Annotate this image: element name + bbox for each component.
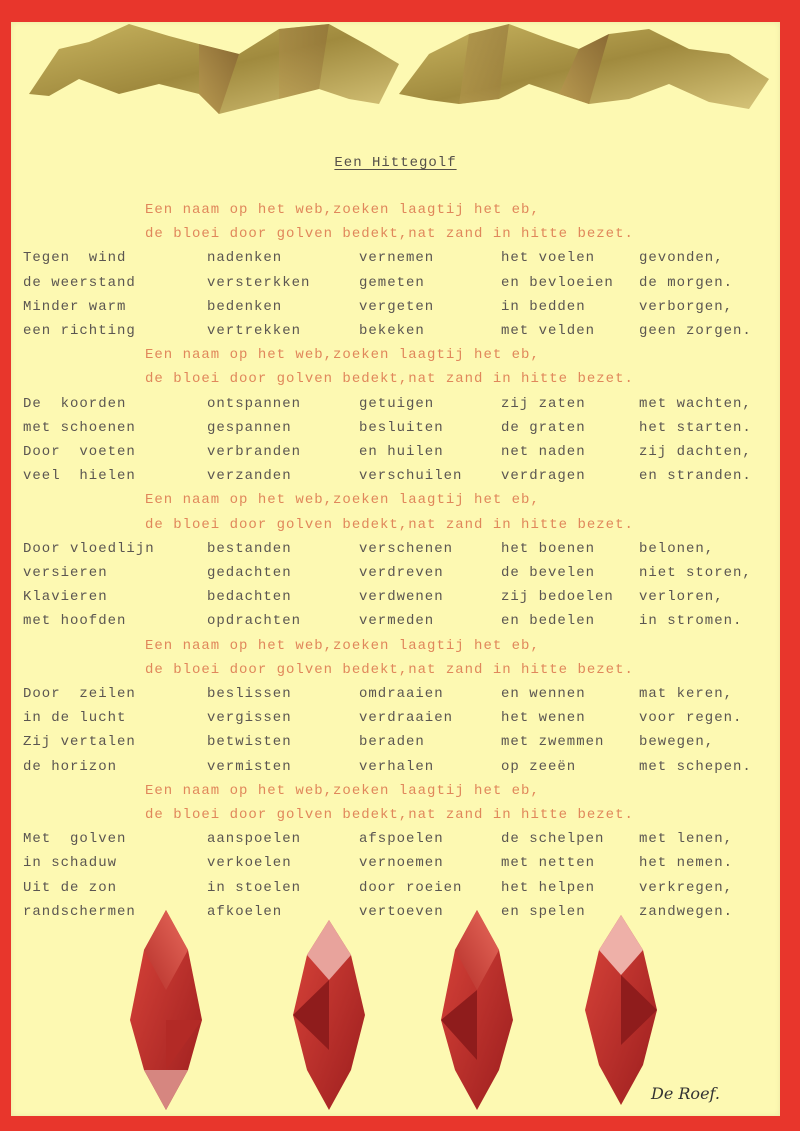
poem-word: verbranden: [207, 444, 302, 460]
poem-word: mat keren,: [639, 686, 734, 702]
red-gem: [585, 915, 657, 1105]
poem-word: en wennen: [501, 686, 586, 702]
poem-word: de horizon: [23, 758, 118, 775]
poem-word: en bevloeien: [501, 274, 614, 291]
poem-word: afspoelen: [359, 831, 444, 848]
poem-line: [11, 299, 780, 319]
poem-word: het boenen: [501, 540, 596, 557]
poem-word: voor regen.: [639, 710, 743, 727]
poem-word: Door zeilen: [23, 686, 136, 702]
poem-word: veel hielen: [23, 468, 136, 485]
poem-word: vernoemen: [359, 855, 444, 872]
poem-word: in de lucht: [23, 710, 127, 727]
poem-word: zandwegen.: [639, 903, 734, 920]
poem-word: ontspannen: [207, 395, 302, 412]
poem-title: Een Hittegolf: [334, 155, 457, 171]
poem-line: [11, 541, 780, 561]
poem-word: met zwemmen: [501, 734, 605, 751]
poem-word: verloren,: [639, 589, 724, 606]
poem-word: betwisten: [207, 734, 292, 751]
poem-word: verdreven: [359, 565, 444, 581]
poem-word: de schelpen: [501, 831, 605, 848]
poem-word: Door voeten: [23, 444, 136, 460]
poem-word: belonen,: [639, 540, 715, 557]
poem-word: gevonden,: [639, 250, 724, 267]
poem-line: [11, 275, 780, 295]
poem-word: de graten: [501, 419, 586, 436]
poem-word: gedachten: [207, 565, 292, 581]
poem-word: geen zorgen.: [639, 323, 752, 339]
refrain-line: Een naam op het web,zoeken laagtij het eb,: [145, 492, 540, 509]
refrain-line: Een naam op het web,zoeken laagtij het eb,: [145, 347, 540, 364]
poem-word: besluiten: [359, 419, 444, 436]
poem-word: in schaduw: [23, 855, 118, 872]
poem-word: nadenken: [207, 250, 283, 267]
poem-word: verkregen,: [639, 879, 734, 896]
poem-word: vernemen: [359, 250, 435, 267]
poem-word: met hoofden: [23, 613, 127, 630]
refrain-line: de bloei door golven bedekt,nat zand in hitte bezet.: [145, 807, 634, 823]
poem-line: [11, 759, 780, 779]
poem-word: versterkken: [207, 274, 311, 291]
poem-word: verdraaien: [359, 710, 454, 727]
poem-word: bewegen,: [639, 734, 715, 751]
poem-line: [11, 710, 780, 730]
poem-word: aanspoelen: [207, 831, 302, 848]
poem-word: zij dachten,: [639, 444, 752, 460]
poem-word: gemeten: [359, 274, 425, 291]
poem-line: [11, 444, 780, 464]
poem-word: het wenen: [501, 710, 586, 727]
poem-word: een richting: [23, 323, 136, 339]
poem-word: bedenken: [207, 298, 283, 315]
refrain-line: Een naam op het web,zoeken laagtij het eb,: [145, 782, 540, 799]
poem-word: vergeten: [359, 298, 435, 315]
poem-word: het starten.: [639, 419, 752, 436]
poem-word: door roeien: [359, 879, 463, 896]
poem-word: verzanden: [207, 468, 292, 485]
refrain-line: de bloei door golven bedekt,nat zand in hitte bezet.: [145, 371, 634, 388]
poem-word: Zij vertalen: [23, 734, 136, 751]
poem-word: bekeken: [359, 323, 425, 339]
poem-line: [11, 420, 780, 440]
poem-line: [11, 250, 780, 270]
poem-word: met lenen,: [639, 831, 734, 848]
poem-word: in bedden: [501, 298, 586, 315]
paper-sheet: [11, 22, 780, 1116]
poem-word: verkoelen: [207, 855, 292, 872]
poem-word: met wachten,: [639, 395, 752, 412]
poem-word: vermeden: [359, 613, 435, 630]
poem-line: [11, 880, 780, 900]
poem-word: verdragen: [501, 468, 586, 485]
refrain-line: de bloei door golven bedekt,nat zand in hitte bezet.: [145, 516, 634, 533]
poem-word: in stromen.: [639, 613, 743, 630]
poem-word: de weerstand: [23, 274, 136, 291]
poem-word: zij zaten: [501, 395, 586, 412]
red-gem: [293, 920, 365, 1110]
poem-word: vertoeven: [359, 903, 444, 920]
poem-word: en stranden.: [639, 468, 752, 485]
poem-word: het voelen: [501, 250, 596, 267]
poem-word: het nemen.: [639, 855, 734, 872]
poem-word: Klavieren: [23, 589, 108, 606]
poem-word: met schoenen: [23, 419, 136, 436]
poem-word: niet storen,: [639, 565, 752, 581]
poem-word: vertrekken: [207, 323, 302, 339]
poem-line: [11, 589, 780, 609]
poem-line: [11, 565, 780, 585]
poem-word: randschermen: [23, 903, 136, 920]
poem-line: [11, 323, 780, 343]
poem-word: Uit de zon: [23, 879, 118, 896]
poem-word: en spelen: [501, 903, 586, 920]
poem-word: opdrachten: [207, 613, 302, 630]
poem-word: verschuilen: [359, 468, 463, 485]
poem-word: met velden: [501, 323, 596, 339]
poem-word: vermisten: [207, 758, 292, 775]
red-gem-decorations: [11, 910, 780, 1110]
poem-word: net naden: [501, 444, 586, 460]
poem-line: [11, 855, 780, 875]
refrain-line: de bloei door golven bedekt,nat zand in hitte bezet.: [145, 661, 634, 678]
poem-word: zij bedoelen: [501, 589, 614, 606]
poem-line: [11, 468, 780, 488]
poem-word: en bedelen: [501, 613, 596, 630]
poem-line: [11, 613, 780, 633]
poem-word: in stoelen: [207, 879, 302, 896]
poem-word: met netten: [501, 855, 596, 872]
poem-line: [11, 734, 780, 754]
poem-word: verschenen: [359, 540, 454, 557]
refrain-line: de bloei door golven bedekt,nat zand in hitte bezet.: [145, 226, 634, 243]
poem-word: De koorden: [23, 395, 127, 412]
refrain-line: Een naam op het web,zoeken laagtij het eb,: [145, 637, 540, 654]
poem-line: [11, 396, 780, 416]
poem-word: Door vloedlijn: [23, 540, 155, 557]
poem-word: het helpen: [501, 879, 596, 896]
poem-word: op zeeën: [501, 758, 577, 775]
poem-word: versieren: [23, 565, 108, 581]
poem-word: vergissen: [207, 710, 292, 727]
poem-word: en huilen: [359, 444, 444, 460]
poem-word: bestanden: [207, 540, 292, 557]
poem-word: beslissen: [207, 686, 292, 702]
refrain-line: Een naam op het web,zoeken laagtij het eb,: [145, 202, 540, 218]
poem-word: afkoelen: [207, 903, 283, 920]
poem-line: [11, 831, 780, 851]
signature: De Roef.: [651, 1084, 720, 1103]
gold-banner-decoration: [29, 24, 769, 114]
poem-word: verhalen: [359, 758, 435, 775]
poem-word: getuigen: [359, 395, 435, 412]
poem-word: verborgen,: [639, 298, 734, 315]
poem-word: de bevelen: [501, 565, 596, 581]
poem-word: Minder warm: [23, 298, 127, 315]
poem-word: bedachten: [207, 589, 292, 606]
poem-word: omdraaien: [359, 686, 444, 702]
poem-word: Tegen wind: [23, 250, 127, 267]
poem-word: beraden: [359, 734, 425, 751]
poem-word: de morgen.: [639, 274, 734, 291]
red-gem: [130, 910, 202, 1110]
poem-line: [11, 686, 780, 706]
poem-word: gespannen: [207, 419, 292, 436]
red-gem: [441, 910, 513, 1110]
poem-word: Met golven: [23, 831, 127, 848]
poem-word: met schepen.: [639, 758, 752, 775]
poem-word: verdwenen: [359, 589, 444, 606]
